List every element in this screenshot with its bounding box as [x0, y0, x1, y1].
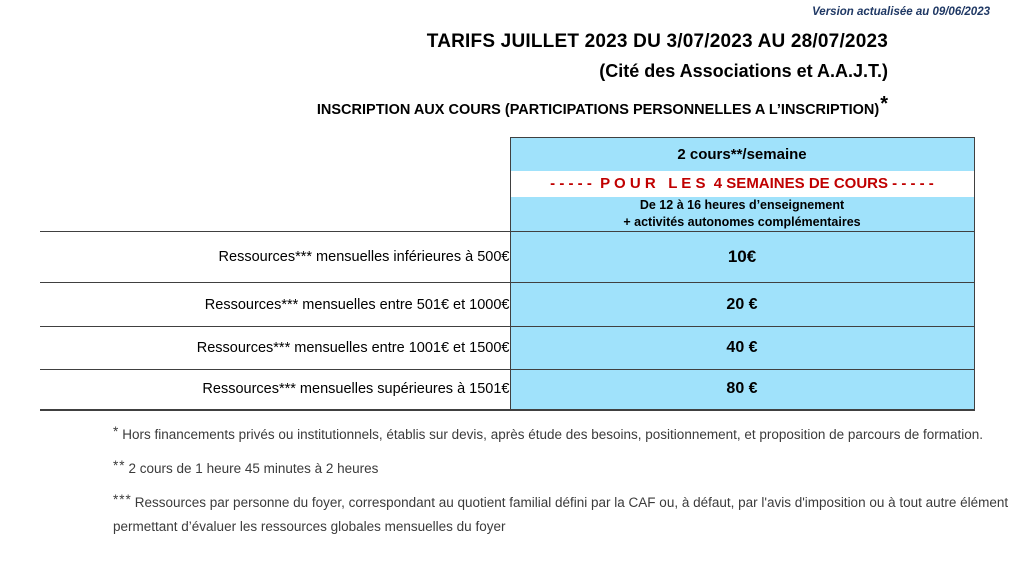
row-label: Ressources*** mensuelles entre 501€ et 1000€: [40, 283, 510, 327]
subheader-spacer: [40, 197, 510, 232]
footnotes: [113, 423, 1012, 549]
footnote-1-text: Hors financements privés ou institutionnels, établis sur devis, après étude des besoins, positionnement, et proposition de parcours de formation.: [122, 427, 983, 442]
subheader-line2: + activités autonomes complémentaires: [623, 214, 861, 229]
banner-row: [40, 171, 974, 197]
footnote-3-marker: ***: [113, 492, 132, 508]
footnote-3-text: Ressources par personne du foyer, correspondant au quotient familial défini par la CAF ou, à défaut, par l'avis d'imposition ou à tout autre élément permettant d’évaluer les ressources globales mensuelles du foyer: [113, 495, 1009, 534]
subheader-line1: De 12 à 16 heures d’enseignement: [639, 197, 845, 212]
table-row: [40, 327, 974, 370]
table-row: [40, 283, 974, 327]
header-spacer: [40, 138, 510, 171]
footnote-ref-star: *: [880, 93, 888, 115]
footnote-1-marker: *: [113, 424, 120, 439]
row-price: 40 €: [510, 327, 974, 370]
banner-spacer: [40, 171, 510, 197]
table-header-row: [40, 138, 974, 171]
footnote-2: [113, 457, 1012, 480]
footnote-1: [113, 423, 1012, 446]
row-price: 20 €: [510, 283, 974, 327]
footnote-3: [113, 491, 1012, 537]
document-title-location: (Cité des Associations et A.A.J.T.): [599, 61, 888, 81]
row-label: Ressources*** mensuelles entre 1001€ et 1500€: [40, 327, 510, 370]
pricing-table: [40, 137, 975, 411]
row-label: Ressources*** mensuelles supérieures à 1501€: [40, 370, 510, 410]
table-row: [40, 370, 974, 410]
footnote-2-marker: **: [113, 458, 126, 474]
subheader-row: [40, 197, 974, 232]
section-heading-text: INSCRIPTION AUX COURS (PARTICIPATIONS PERSONNELLES A L’INSCRIPTION): [316, 102, 880, 118]
banner-cell: - - - - - P O U R L E S 4 SEMAINES DE COURS - - - - -: [510, 171, 974, 197]
footnote-2-text: 2 cours de 1 heure 45 minutes à 2 heures: [128, 461, 379, 477]
row-price: 10€: [510, 232, 974, 283]
document-title: TARIFS JUILLET 2023 DU 3/07/2023 AU 28/07/2023: [426, 31, 888, 52]
subheader-cell: [510, 197, 974, 232]
row-price: 80 €: [510, 370, 974, 410]
version-note: Version actualisée au 09/06/2023: [812, 6, 990, 18]
row-label: Ressources*** mensuelles inférieures à 500€: [40, 232, 510, 283]
table-row: [40, 232, 974, 283]
title-block: [317, 31, 888, 120]
column-header: 2 cours**/semaine: [510, 138, 974, 171]
section-heading: [316, 93, 888, 120]
